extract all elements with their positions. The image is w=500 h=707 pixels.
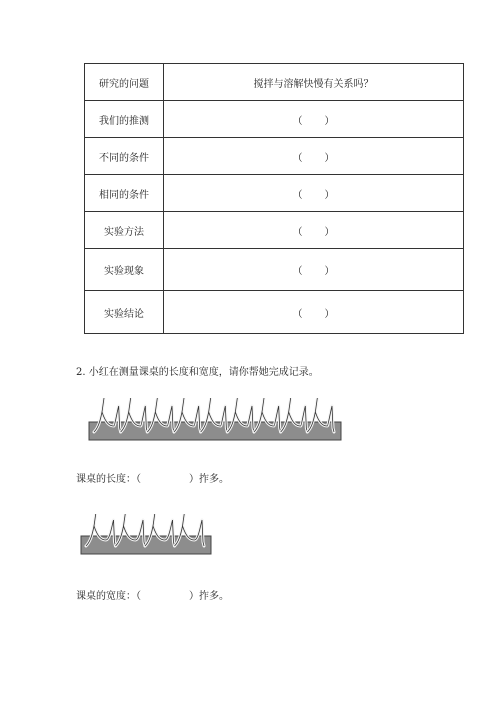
table-row bbox=[85, 64, 464, 101]
row-label: 实验结论 bbox=[85, 291, 164, 334]
length-suffix: ）拃多。 bbox=[189, 474, 229, 485]
answer-blank[interactable]: （ ） bbox=[164, 175, 464, 212]
desk-length-measure-figure bbox=[88, 398, 342, 442]
table-row bbox=[85, 249, 464, 291]
table-row bbox=[85, 101, 464, 138]
question-2-text: 2. 小红在测量课桌的长度和宽度，请你帮她完成记录。 bbox=[76, 367, 319, 378]
row-label: 研究的问题 bbox=[85, 64, 164, 101]
row-label: 实验现象 bbox=[85, 249, 164, 291]
answer-blank[interactable]: （ ） bbox=[164, 101, 464, 138]
table-row bbox=[85, 291, 464, 334]
answer-blank[interactable]: （ ） bbox=[164, 138, 464, 175]
width-suffix: ）拃多。 bbox=[189, 591, 229, 602]
desk-width-line bbox=[76, 587, 229, 602]
width-prefix: 课桌的宽度：（ bbox=[76, 591, 141, 602]
table-row bbox=[85, 175, 464, 212]
row-label: 不同的条件 bbox=[85, 138, 164, 175]
row-label: 相同的条件 bbox=[85, 175, 164, 212]
answer-blank[interactable]: （ ） bbox=[164, 249, 464, 291]
desk-length-line bbox=[76, 470, 229, 485]
desk-width-measure-figure bbox=[80, 514, 212, 556]
table-row bbox=[85, 212, 464, 249]
research-question: 搅拌与溶解快慢有关系吗？ bbox=[164, 64, 464, 101]
row-label: 实验方法 bbox=[85, 212, 164, 249]
answer-blank[interactable]: （ ） bbox=[164, 291, 464, 334]
row-label: 我们的推测 bbox=[85, 101, 164, 138]
experiment-table bbox=[84, 63, 464, 334]
length-prefix: 课桌的长度：（ bbox=[76, 474, 141, 485]
answer-blank[interactable]: （ ） bbox=[164, 212, 464, 249]
table-row bbox=[85, 138, 464, 175]
